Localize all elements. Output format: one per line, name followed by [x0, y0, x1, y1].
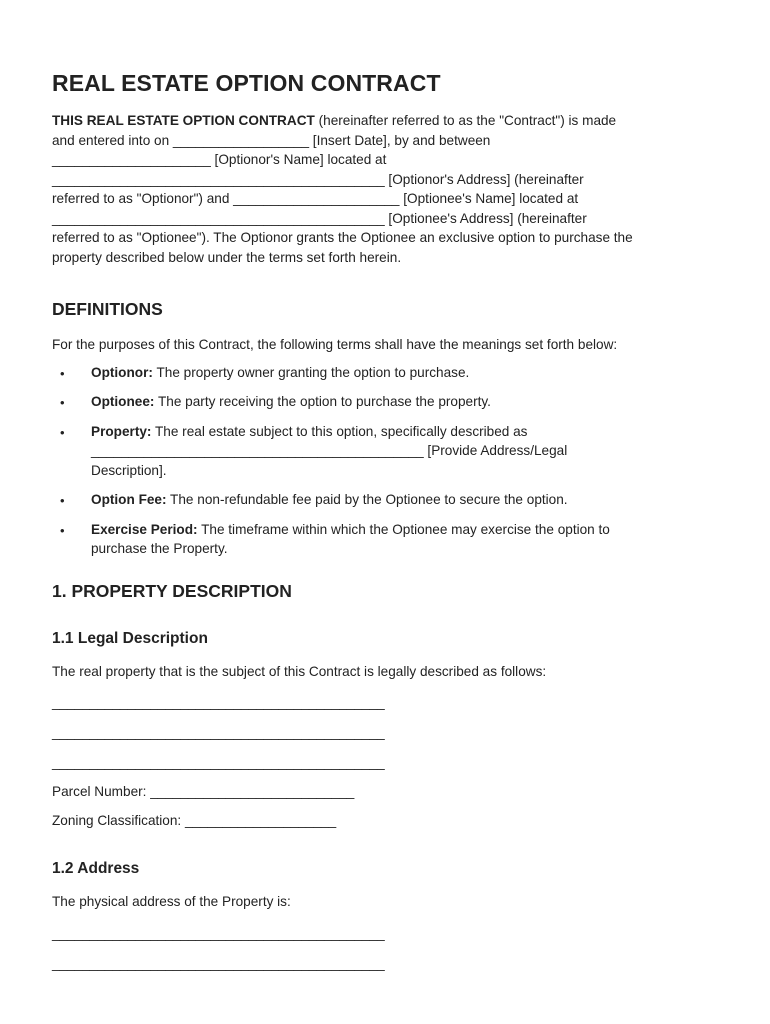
definition-item-option-fee — [52, 490, 722, 510]
document-title: REAL ESTATE OPTION CONTRACT — [52, 70, 441, 96]
intro-line-6: ____________________________________________ [Optionee's Address] (hereinafter — [52, 210, 587, 226]
definition-item-exercise-period — [52, 520, 722, 559]
intro-line-7: referred to as "Optionee"). The Optionor grants the Optionee an exclusive option to purchase the — [52, 230, 633, 245]
definition-text-line-3: Description]. — [91, 462, 167, 478]
intro-lead-bold: THIS REAL ESTATE OPTION CONTRACT — [52, 113, 315, 128]
legal-description-blank-line: ____________________________________________ — [52, 695, 385, 710]
section-1-2-heading: 1.2 Address — [52, 860, 140, 877]
definition-text: The non-refundable fee paid by the Optionee to secure the option. — [166, 492, 568, 507]
zoning-classification-field: Zoning Classification: ____________________ — [52, 812, 337, 828]
definition-item-optionee — [52, 392, 722, 412]
definitions-heading: DEFINITIONS — [52, 299, 163, 319]
section-1-heading: 1. PROPERTY DESCRIPTION — [52, 580, 292, 601]
definition-text-line-2: ____________________________________________ [Provide Address/Legal — [91, 443, 568, 458]
intro-line-1-rest: (hereinafter referred to as the "Contract") is made — [314, 113, 617, 128]
definition-term: Option Fee: — [91, 492, 167, 507]
document-page — [52, 70, 722, 974]
bullet-icon: • — [60, 395, 65, 410]
definitions-list — [52, 363, 722, 559]
definition-term: Optionor: — [91, 364, 153, 380]
intro-paragraph — [52, 111, 722, 267]
address-blank-line: ____________________________________________ — [52, 925, 385, 941]
intro-line-2: and entered into on __________________ [Insert Date], by and between — [52, 132, 491, 148]
intro-line-1 — [52, 111, 722, 131]
definition-term: Optionee: — [91, 394, 155, 409]
legal-description-blank-line: ____________________________________________ — [52, 725, 385, 740]
intro-line-4: ____________________________________________ [Optionor's Address] (hereinafter — [52, 171, 584, 187]
intro-line-8: property described below under the terms set forth herein. — [52, 249, 402, 265]
bullet-icon: • — [60, 424, 65, 440]
definition-text: The real estate subject to this option, specifically described as — [151, 423, 528, 439]
legal-description-text: The real property that is the subject of this Contract is legally described as follows: — [52, 663, 547, 679]
intro-line-5: referred to as "Optionor") and ______________________ [Optionee's Name] located at — [52, 191, 579, 206]
section-1-1-heading: 1.1 Legal Description — [52, 629, 208, 647]
definitions-intro: For the purposes of this Contract, the following terms shall have the meanings set forth below: — [52, 337, 618, 352]
definition-item-property — [52, 422, 722, 481]
address-blank-line: ____________________________________________ — [52, 955, 385, 971]
intro-line-3: _____________________ [Optionor's Name] located at — [52, 152, 387, 167]
bullet-icon: • — [60, 522, 65, 538]
definition-term: Property: — [91, 423, 152, 439]
legal-description-blank-line: ____________________________________________ — [52, 755, 385, 770]
definition-text: The property owner granting the option to purchase. — [152, 364, 470, 380]
definition-text-line-2: purchase the Property. — [91, 541, 228, 556]
definition-text: The party receiving the option to purchase the property. — [154, 394, 491, 409]
definition-item-optionor — [52, 363, 722, 383]
address-text: The physical address of the Property is: — [52, 894, 291, 909]
definition-text: The timeframe within which the Optionee may exercise the option to — [197, 521, 610, 537]
bullet-icon: • — [60, 365, 65, 381]
definition-term: Exercise Period: — [91, 521, 198, 537]
parcel-number-field: Parcel Number: ___________________________ — [52, 784, 355, 799]
bullet-icon: • — [60, 493, 65, 508]
